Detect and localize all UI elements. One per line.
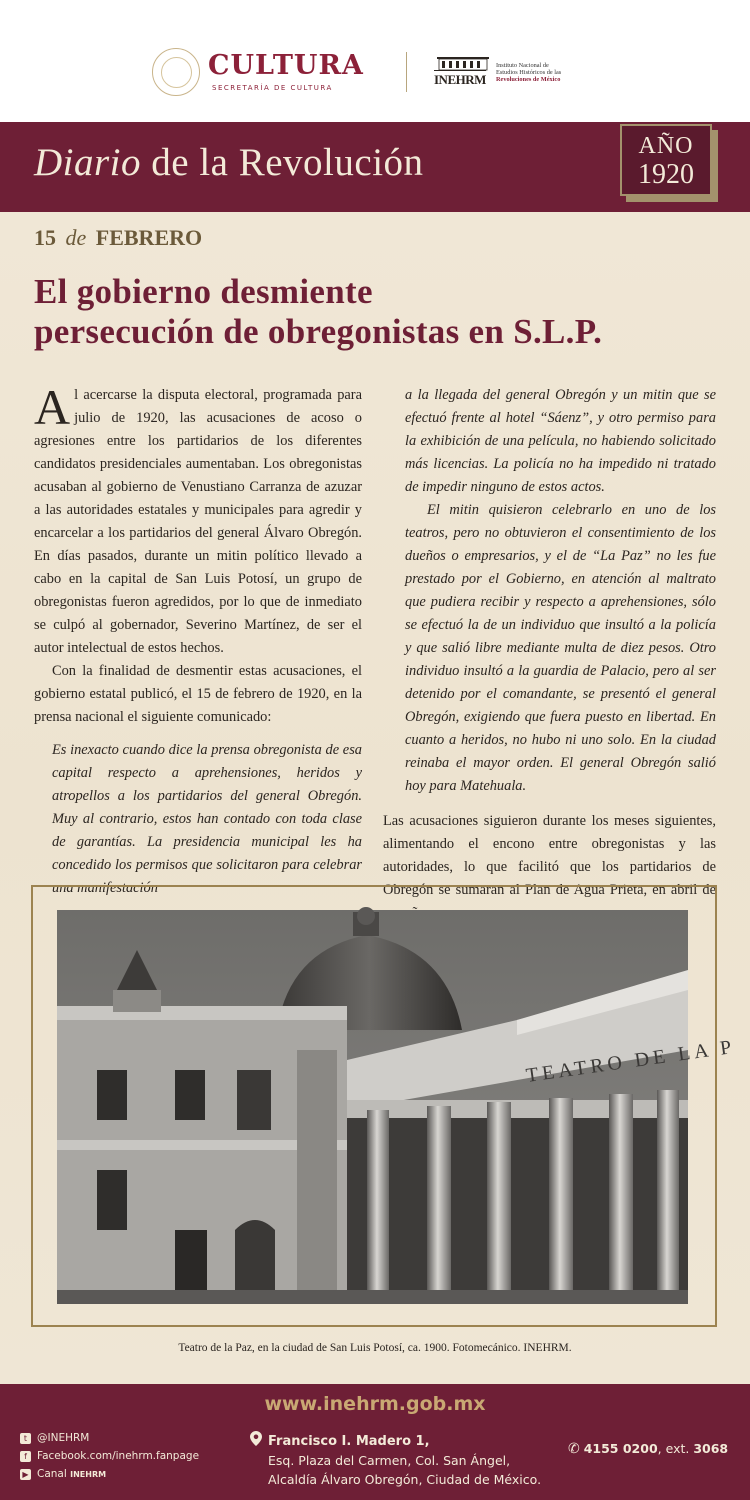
seal-icon (152, 48, 200, 96)
cultura-subtitle: SECRETARÍA DE CULTURA (212, 84, 333, 92)
quote-part-3: El mitin quisieron celebrarlo en uno de los teatros, pero no obtuvieron el consentimiento de los dueños o empresarios, y el de “La Paz” no les fue prestado por el Gobierno, en atención al maltrato que pudiera recibir y respecto a aprehensiones, sólo se efectuó la de un individuo que insultó a la policía y que salió libre mediante multa de diez pesos. Otro individuo insultó a la guardia de Palacio, pero al ser detenido por el comandante, se presentó el general Obregón, exigiendo que fuera puesto en libertad. En cuanto a heridos, no hubo ni uno solo. En la ciudad reinaba el mayor orden. El general Obregón salió hoy para Matehuala. (405, 502, 716, 794)
inehrm-fullname: Instituto Nacional de Estudios Históricos de las Revoluciones de México (496, 62, 562, 83)
year-value: 1920 (638, 159, 694, 190)
building-icon (436, 54, 490, 70)
location-pin-icon (250, 1431, 262, 1446)
photo-caption: Teatro de la Paz, en la ciudad de San Luis Potosí, ca. 1900. Fotomecánico. INEHRM. (178, 1342, 572, 1354)
website-link[interactable]: www.inehrm.gob.mx (264, 1393, 486, 1415)
header-divider (406, 52, 407, 92)
year-badge (620, 124, 712, 196)
twitter-icon: t (20, 1433, 31, 1444)
facebook-icon: f (20, 1451, 31, 1462)
year-label: AÑO (638, 133, 694, 159)
phone-icon: ✆ (568, 1441, 580, 1457)
phone-number[interactable]: ✆ 4155 0200, ext. 3068 (568, 1441, 729, 1457)
cultura-logo-text: CULTURA (208, 50, 364, 81)
inehrm-logo-text: INEHRM (434, 72, 486, 87)
paragraph-3: Las acusaciones siguieron durante los meses siguientes, alimentando el encono entre obregonistas y las autoridades, lo que facilitó que los partidarios de Obregón se sumaran al Plan de Agua Prieta, en abril de (383, 813, 716, 898)
youtube-link[interactable]: ▶ Canal INEHRM (20, 1468, 106, 1480)
article-headline: El gobierno desmiente persecución de obregonistas en S.L.P. (34, 272, 603, 351)
address: Francisco I. Madero 1, Esq. Plaza del Carmen, Col. San Ángel, Alcaldía Álvaro Obregón, Ciudad de México. (268, 1434, 542, 1487)
facebook-link[interactable]: f Facebook.com/inehrm.fanpage (20, 1450, 199, 1462)
quote-part-1: Es inexacto cuando dice la prensa obregonista de esa capital respecto a aprehensiones, heridos y atropellos a los partidarios del general Obregón. Muy al contrario, estos han contado con toda clase de garantías. La presidencia municipal les ha concedido los permisos que solicitaron para celebrar una manifestación (52, 742, 362, 896)
paragraph-2: Con la finalidad de desmentir estas acusaciones, el gobierno estatal publicó, el 15 de febrero de 1920, en la prensa nacional el siguiente comunicado: (34, 663, 362, 725)
paragraph-1: l acercarse la disputa electoral, programada para julio de 1920, las acusaciones de acoso o agresiones entre los partidarios de los diferentes candidatos presidenciales aumentaban. Los obregonistas acusaban al gobierno de Venustiano Carranza de azuzar a las autoridades estatales y municipales para agredir y encarcelar a los partidarios del general Álvaro Obregón. En días pasados, durante un mitin político llevado a cabo en la capital de San Luis Potosí, un grupo de obregonistas fueron agredidos, por lo que de inmediato se culpó al gobernador, Severino Martínez, de ser el autor intelectual de estos hechos. (34, 387, 362, 656)
top-header (0, 0, 750, 122)
series-title: Diario de la Revolución (34, 141, 424, 184)
historic-photo (57, 910, 737, 1304)
youtube-icon: ▶ (20, 1469, 31, 1480)
quote-part-2: a la llegada del general Obregón y un mitin que se efectuó frente al hotel “Sáenz”, y otro permiso para la exhibición de una película, no habiendo solicitado más licencias. La policía no ha impedido ni tratado de impedir ninguno de estos actos. (405, 387, 716, 495)
twitter-link[interactable]: t @INEHRM (20, 1432, 89, 1444)
left-column (34, 379, 362, 900)
article-date: 15 de FEBRERO (34, 225, 203, 250)
drop-cap: A (34, 379, 71, 435)
right-column (383, 384, 716, 925)
svg-text:TEATRO DE LA P: TEATRO DE LA P (524, 1035, 737, 1087)
